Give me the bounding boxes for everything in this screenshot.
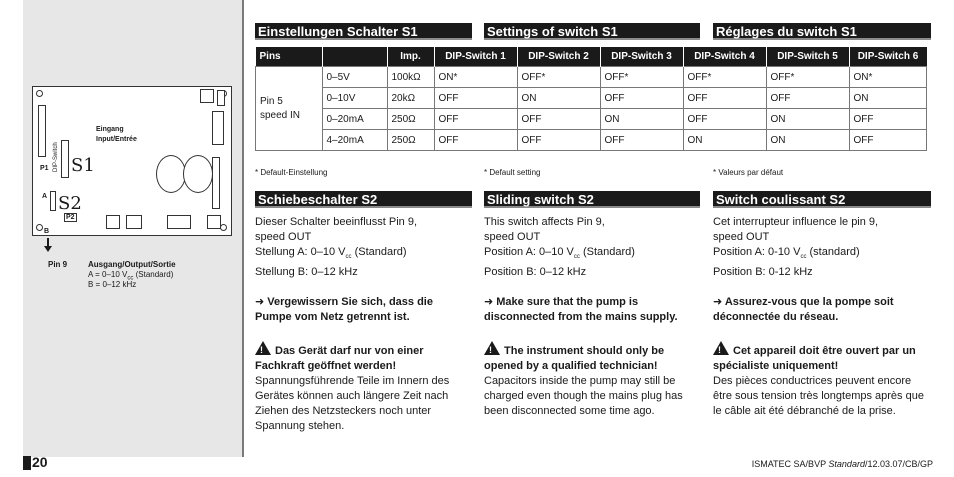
page-number: 20 (32, 454, 48, 470)
switch-cell: OFF (849, 130, 927, 151)
capacitor-icon (183, 155, 213, 193)
arrow-down-icon (44, 246, 52, 252)
en-line-3 (484, 245, 696, 265)
en-line-4: Position B: 0–12 kHz (484, 266, 587, 279)
de-line-1: Dieser Schalter beeinflusst Pin 9, (255, 216, 418, 228)
mount-hole-icon (36, 224, 43, 231)
switch-cell: OFF* (600, 67, 683, 88)
en-check-note: ➜ Make sure that the pump is disconnected from the mains supply. (484, 296, 678, 324)
switch-cell: OFF (434, 109, 517, 130)
footnote-fr: * Valeurs par défaut (713, 168, 784, 177)
switch-cell: OFF* (517, 67, 600, 88)
column-fr (713, 215, 929, 419)
table-row (256, 109, 927, 130)
fr-line-3-tail: (standard) (806, 246, 860, 258)
fr-warning-text: Des pièces conductrices peuvent encore être sous tension très longtemps après que le câble ait été débranché de la prise. (713, 375, 924, 418)
switch-cell: ON* (434, 67, 517, 88)
position-a-label: A (42, 193, 48, 200)
mount-hole-icon (220, 224, 227, 231)
mount-hole-icon (36, 90, 43, 97)
capacitor-icon (156, 155, 186, 193)
switch-cell: ON* (849, 67, 927, 88)
de-line-2: speed OUT (255, 231, 312, 243)
switch-cell: OFF (766, 88, 849, 109)
imp-cell: 20kΩ (387, 88, 434, 109)
component-block (217, 90, 225, 106)
slider-switch-block (50, 191, 56, 211)
fr-line-3 (713, 245, 929, 265)
col-header: DIP-Switch 1 (434, 47, 517, 67)
col-header: DIP-Switch 6 (849, 47, 927, 67)
switch-cell: OFF (434, 88, 517, 109)
fr-line-1: Cet interrupteur influence le pin 9, (713, 216, 879, 228)
ref-date: /12.03.07/CB/GP (864, 459, 933, 469)
de-check-note: ➜ Vergewissern Sie sich, dass die Pumpe vom Netz getrennt ist. (255, 296, 433, 324)
de-line-3-sub: cc (345, 254, 352, 261)
document-reference (752, 459, 933, 469)
switch-cell: OFF (600, 88, 683, 109)
p2-label: P2 (66, 214, 75, 221)
switch-cell: OFF (434, 130, 517, 151)
switch-cell: ON (683, 130, 766, 151)
col-header: DIP-Switch 4 (683, 47, 766, 67)
signal-cell: 0–5V (322, 67, 387, 88)
output-b: B = 0–12 kHz (88, 280, 137, 289)
switch-cell: OFF (600, 130, 683, 151)
en-line-3-sub: cc (573, 254, 580, 261)
ref-model: Standard (828, 459, 865, 469)
signal-cell: 4–20mA (322, 130, 387, 151)
table-row (256, 67, 927, 88)
output-title: Ausgang/Output/Sortie (88, 260, 176, 269)
output-a-text: A = 0–10 V (88, 270, 128, 279)
dip-switch-block (61, 140, 69, 178)
component-block (126, 215, 142, 229)
col-header (322, 47, 387, 67)
switch-cell: OFF (517, 109, 600, 130)
heading-en-s1: Settings of switch S1 (484, 23, 700, 40)
de-line-3-text: Stellung A: 0–10 V (255, 246, 346, 258)
col-header: Pins (256, 47, 323, 67)
switch-cell: OFF* (683, 67, 766, 88)
table-row (256, 130, 927, 151)
signal-cell: 0–20mA (322, 109, 387, 130)
pins-label: Pin 5 (260, 95, 283, 107)
de-line-3 (255, 245, 471, 265)
col-header: Imp. (387, 47, 434, 67)
column-de (255, 215, 471, 434)
col-header: DIP-Switch 3 (600, 47, 683, 67)
switch-cell: ON (766, 109, 849, 130)
p1-label: P1 (40, 165, 49, 172)
fr-check-note: ➜ Assurez-vous que la pompe soit déconnectée du réseau. (713, 296, 894, 324)
input-label-sub: Input/Entrée (96, 136, 137, 143)
input-label: Eingang (96, 126, 124, 133)
sidebar-divider (242, 0, 244, 457)
output-a-sub: cc (127, 275, 134, 282)
fr-warning-title (713, 340, 929, 374)
position-b-label: B (44, 228, 50, 235)
switch-cell: OFF (517, 130, 600, 151)
switch-cell: OFF (683, 88, 766, 109)
heading-fr-s1: Réglages du switch S1 (713, 23, 931, 40)
component-block (200, 89, 214, 103)
imp-cell: 100kΩ (387, 67, 434, 88)
col-header: DIP-Switch 2 (517, 47, 600, 67)
fr-line-4: Position B: 0-12 kHz (713, 266, 813, 279)
de-line-3-tail: (Standard) (351, 246, 407, 258)
footnote-en: * Default setting (484, 168, 541, 177)
warning-icon (713, 341, 729, 355)
switch-cell: OFF (683, 109, 766, 130)
de-line-4: Stellung B: 0–12 kHz (255, 266, 358, 279)
switch-cell: OFF (849, 109, 927, 130)
table-row (256, 88, 927, 109)
output-a-tail: (Standard) (133, 270, 174, 279)
warning-icon (484, 341, 500, 355)
en-line-1: This switch affects Pin 9, (484, 216, 605, 228)
switch-cell: OFF* (766, 67, 849, 88)
fr-line-2: speed OUT (713, 231, 770, 243)
component-block (212, 157, 220, 209)
heading-de-s2: Schiebeschalter S2 (255, 191, 472, 208)
pin-label: Pin 9 (48, 260, 68, 269)
component-block (167, 215, 191, 229)
connector-strip (38, 105, 46, 157)
heading-en-s2: Sliding switch S2 (484, 191, 700, 208)
column-en (484, 215, 696, 419)
col-header: DIP-Switch 5 (766, 47, 849, 67)
en-line-3-tail: (Standard) (579, 246, 635, 258)
imp-cell: 250Ω (387, 109, 434, 130)
signal-cell: 0–10V (322, 88, 387, 109)
page-marker (23, 456, 31, 470)
circuit-board-diagram (32, 86, 232, 236)
dip-switch-table (255, 47, 927, 151)
heading-fr-s2: Switch coulissant S2 (713, 191, 931, 208)
en-line-2: speed OUT (484, 231, 541, 243)
en-warning-text: Capacitors inside the pump may still be charged even though the mains plug has been disconnected some time ago. (484, 375, 683, 418)
switch-cell: ON (517, 88, 600, 109)
footnote-de: * Default-Einstellung (255, 168, 328, 177)
de-warning-text: Spannungsführende Teile im Innern des Gerätes können auch längere Zeit nach Ziehen des Netzsteckers noch unter Spannung stehen. (255, 375, 450, 433)
switch-cell: ON (766, 130, 849, 151)
s1-label: S1 (71, 155, 95, 176)
fr-line-3-sub: cc (800, 254, 807, 261)
pins-label-sub: speed IN (260, 109, 301, 121)
warning-icon (255, 341, 271, 355)
s2-label: S2 (58, 193, 82, 214)
de-warning-bold: Das Gerät darf nur von einer Fachkraft geöffnet werden! (255, 345, 424, 373)
switch-cell: ON (849, 88, 927, 109)
fr-warning-bold: Cet appareil doit être ouvert par un spécialiste uniquement! (713, 345, 916, 373)
ref-company: ISMATEC SA/BVP (751, 459, 829, 469)
component-block (106, 215, 120, 229)
de-warning-title (255, 340, 471, 374)
heading-de-s1: Einstellungen Schalter S1 (255, 23, 472, 40)
component-block (207, 215, 221, 229)
pins-cell (256, 67, 323, 151)
fr-line-3-text: Position A: 0-10 V (713, 246, 801, 258)
table-header-row (256, 47, 927, 67)
en-warning-bold: The instrument should only be opened by a qualified technician! (484, 345, 665, 373)
imp-cell: 250Ω (387, 130, 434, 151)
en-warning-title (484, 340, 696, 374)
en-line-3-text: Position A: 0–10 V (484, 246, 574, 258)
component-block (212, 111, 224, 145)
switch-cell: ON (600, 109, 683, 130)
dip-label: DIP-Switch (53, 142, 59, 172)
